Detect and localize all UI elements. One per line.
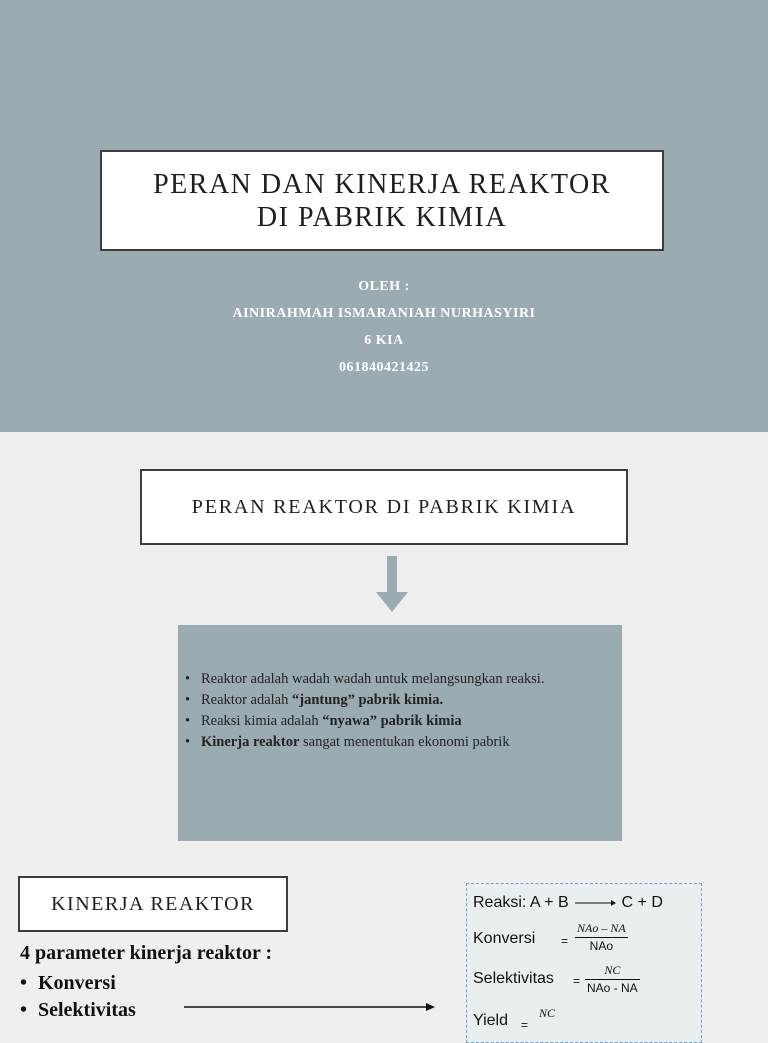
reaction-products: C + D bbox=[621, 894, 663, 911]
list-item bbox=[183, 713, 602, 730]
slide-title: PERAN REAKTOR DI PABRIK KIMIA bbox=[140, 469, 628, 545]
bullet-text: Reaktor adalah wadah wadah untuk melangsungkan reaksi. bbox=[201, 671, 545, 687]
list-item: • Konversi bbox=[20, 970, 136, 997]
konversi-fraction bbox=[575, 921, 628, 953]
author-block bbox=[0, 278, 768, 386]
bullet-text: Reaktor adalah bbox=[201, 692, 292, 708]
list-item bbox=[183, 692, 602, 709]
konversi-label: Konversi bbox=[473, 930, 536, 947]
title-box bbox=[100, 150, 664, 251]
bullet-text: Reaksi kimia adalah bbox=[201, 713, 323, 729]
author-class: 6 KIA bbox=[364, 333, 404, 348]
bullet-bold: “jantung” pabrik kimia. bbox=[292, 692, 444, 708]
arrow-right-icon bbox=[184, 1001, 436, 1013]
yield-fraction bbox=[537, 1006, 557, 1021]
parameter-list bbox=[20, 970, 136, 1024]
reaction-reactants: A + B bbox=[529, 894, 569, 911]
title-line-2: DI PABRIK KIMIA bbox=[256, 201, 508, 233]
fraction-denominator: NAo bbox=[589, 939, 613, 953]
equals-sign: = bbox=[521, 1018, 529, 1032]
selektivitas-label: Selektivitas bbox=[473, 970, 554, 987]
by-label: OLEH : bbox=[358, 279, 410, 294]
fraction-denominator: NAo - NA bbox=[587, 981, 638, 995]
equals-sign: = bbox=[561, 934, 569, 948]
list-item bbox=[183, 734, 602, 751]
list-item bbox=[183, 671, 602, 688]
formula-card bbox=[466, 883, 702, 1043]
reaction-row bbox=[473, 894, 663, 912]
reaction-arrow-icon bbox=[573, 898, 617, 908]
peran-slide bbox=[0, 432, 768, 850]
author-name: AINIRAHMAH ISMARANIAH NURHASYIRI bbox=[232, 306, 536, 321]
reaction-label: Reaksi: bbox=[473, 894, 527, 911]
bullet-bold: Kinerja reaktor bbox=[201, 734, 300, 750]
bullet-text: sangat menentukan ekonomi pabrik bbox=[299, 734, 510, 750]
selektivitas-fraction bbox=[585, 963, 640, 995]
fraction-numerator: NC bbox=[604, 963, 621, 977]
title-line-1: PERAN DAN KINERJA REAKTOR bbox=[153, 168, 611, 200]
kinerja-slide bbox=[0, 850, 768, 1032]
fraction-numerator: NAo – NA bbox=[577, 921, 626, 935]
yield-label: Yield bbox=[473, 1012, 508, 1029]
fraction-numerator: NC bbox=[539, 1006, 556, 1020]
arrow-down-icon bbox=[374, 556, 410, 614]
equals-sign: = bbox=[573, 974, 581, 988]
list-item: • Selektivitas bbox=[20, 997, 136, 1024]
student-id: 061840421425 bbox=[339, 360, 429, 375]
parameter-heading: 4 parameter kinerja reaktor : bbox=[20, 942, 273, 964]
bullet-bold: “nyawa” pabrik kimia bbox=[322, 713, 462, 729]
title-slide bbox=[0, 0, 768, 432]
definition-box bbox=[178, 625, 622, 841]
bullet-list bbox=[183, 671, 602, 751]
slide-title: KINERJA REAKTOR bbox=[18, 876, 288, 932]
